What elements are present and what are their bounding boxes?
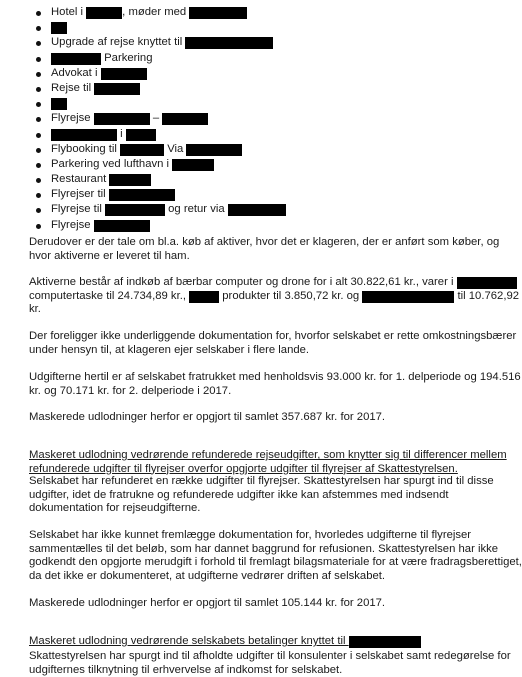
text-segment: Maskeret udlodning vedrørende selskabets betalinger knyttet til <box>29 635 349 647</box>
text-segment: godkendt den opgjorte merudgift i forhold til fremlagt bilagsmateriale for at være fradragsberettiget, <box>29 556 522 569</box>
paragraph <box>29 650 511 677</box>
bullet-item <box>34 6 504 21</box>
bullet-item <box>34 219 504 234</box>
text-segment: kr. <box>29 303 41 316</box>
text-segment: under hensyn til, at klageren ejer selskaber i flere lande. <box>29 343 310 356</box>
bullet-item <box>34 97 504 112</box>
paragraph <box>29 276 520 317</box>
paragraph <box>29 330 517 357</box>
paragraph <box>29 411 499 425</box>
text-segment: Udgifterne hertil er af selskabet fratrukket med henholdsvis 93.000 kr. for 1. delperiode og 194.516 <box>29 371 521 383</box>
text-segment: produkter til 3.850,72 kr. og <box>219 289 363 302</box>
bullet-item <box>34 188 504 203</box>
bullet-item <box>34 143 504 158</box>
paragraph <box>29 597 499 611</box>
bullet-item <box>34 21 504 36</box>
text-segment: Maskerede udlodninger herfor er opgjort til samlet 105.144 kr. for 2017. <box>29 597 386 609</box>
bullet-item <box>34 52 504 67</box>
text-line <box>29 597 499 611</box>
redaction-block <box>228 204 286 216</box>
text-line <box>29 475 499 489</box>
redaction-block <box>189 291 219 303</box>
text-line <box>29 236 499 250</box>
text-segment: Via <box>164 142 187 155</box>
redaction-block <box>51 98 67 110</box>
bullet-item <box>34 36 504 51</box>
section-heading <box>29 449 507 476</box>
text-segment: da det ikke er dokumenteret, at udgifterne vedrører driften af selskabet. <box>29 569 386 582</box>
redaction-block <box>362 291 454 303</box>
redaction-block <box>51 53 101 65</box>
redaction-block <box>185 37 273 49</box>
redaction-block <box>94 113 150 125</box>
text-line <box>29 303 499 317</box>
text-segment: Flyrejse <box>51 112 94 125</box>
bullet-item <box>34 203 504 218</box>
redaction-block <box>189 7 247 19</box>
redaction-block <box>162 113 208 125</box>
redaction-block <box>457 277 517 289</box>
text-segment: hvor aktiverne er leveret til ham. <box>29 249 190 262</box>
redaction-block <box>105 204 165 216</box>
redaction-block <box>101 68 147 80</box>
text-segment: dokumentation for rejseudgifterne. <box>29 502 201 515</box>
text-line <box>29 411 499 425</box>
redaction-block <box>51 22 67 34</box>
text-segment: Advokat i <box>51 66 101 79</box>
text-line <box>29 449 507 463</box>
text-segment: i <box>117 127 126 140</box>
bullet-item <box>34 158 504 173</box>
text-segment: Flybooking til <box>51 142 121 155</box>
text-segment: til 10.762,92 <box>454 289 520 302</box>
redaction-block <box>349 636 421 648</box>
text-segment: Hotel i <box>51 6 87 18</box>
paragraph <box>29 236 499 263</box>
text-segment: Flyrejser til <box>51 188 109 201</box>
text-segment: og retur via <box>164 203 228 216</box>
text-segment: Selskabet har refunderet en række udgifter til flyrejser. Skattestyrelsen har spurgt ind til disse <box>29 475 494 487</box>
text-line <box>29 570 499 584</box>
text-line <box>29 489 499 503</box>
text-line <box>29 664 499 677</box>
text-line <box>29 276 499 290</box>
text-line <box>29 556 522 570</box>
redaction-block <box>172 159 214 171</box>
text-segment: Aktiverne består af indkøb af bærbar computer og drone for i alt 30.822,61 kr., varer i <box>29 276 457 288</box>
text-segment: Selskabet har ikke kunnet fremlægge dokumentation for, hvorledes udgifterne til flyrejser <box>29 529 472 541</box>
text-line <box>29 543 499 557</box>
text-segment: Der foreligger ikke underliggende dokumentation for, hvorfor selskabet er rette omkostningsbærer <box>29 330 517 342</box>
expense-bullet-list <box>34 6 504 234</box>
redaction-block <box>94 83 140 95</box>
text-segment: Rejse til <box>51 81 95 94</box>
bullet-item <box>34 67 504 82</box>
redaction-block <box>126 129 156 141</box>
text-segment: refunderede udgifter til flyrejser overfor opgjorte udgifter til flyrejser af Skattestyrelsen. <box>29 462 458 475</box>
text-line <box>29 330 517 344</box>
bullet-item <box>34 173 504 188</box>
text-line <box>29 250 499 264</box>
text-line <box>29 289 520 304</box>
text-segment: Parkering <box>101 51 153 64</box>
text-line <box>29 344 499 358</box>
redaction-block <box>51 129 117 141</box>
text-line <box>29 650 511 664</box>
text-segment: Derudover er der tale om bl.a. køb af aktiver, hvor det er klageren, der er anført som køber, og <box>29 236 500 248</box>
text-segment: Flyrejse <box>51 218 94 231</box>
redaction-block <box>186 144 242 156</box>
text-line <box>29 635 499 649</box>
paragraph <box>29 475 499 516</box>
text-segment: Skattestyrelsen har spurgt ind til afholdte udgifter til konsulenter i selskabet samt redegørelse for <box>29 650 511 662</box>
paragraph <box>29 371 521 398</box>
text-line <box>29 502 499 516</box>
redaction-block <box>94 220 150 232</box>
paragraph <box>29 529 522 583</box>
text-segment: Maskerede udlodninger herfor er opgjort til samlet 357.687 kr. for 2017. <box>29 411 386 423</box>
text-line <box>29 529 499 543</box>
text-segment: – <box>149 112 163 125</box>
text-segment: udgifternes tilknytning til erhvervelse af indkomst for selskabet. <box>29 663 343 676</box>
text-segment: Upgrade af rejse knyttet til <box>51 36 186 49</box>
text-segment: Parkering ved lufthavn i <box>51 157 173 170</box>
section-heading <box>29 635 499 649</box>
text-segment: computertaske til 24.734,89 kr., <box>29 289 190 302</box>
text-segment: Maskeret udlodning vedrørende refunderede rejseudgifter, som knytter sig til differencer mellem <box>29 449 507 461</box>
text-segment: , møder med <box>122 6 190 18</box>
bullet-item <box>34 112 504 127</box>
text-segment: Flyrejse til <box>51 203 105 216</box>
text-segment: sammentælles til det beløb, som har dannet baggrund for refusionen. Skattestyrelsen har ikke <box>29 542 499 555</box>
text-segment: udgifter, idet de fratrukne og refunderede udgifter ikke kan afstemmes med indsendt <box>29 488 449 501</box>
text-segment: Restaurant <box>51 173 110 186</box>
text-segment: kr. og 70.171 kr. for 2. delperiode i 2017. <box>29 384 232 397</box>
text-line <box>29 385 499 399</box>
text-line <box>29 371 521 385</box>
redaction-block <box>109 189 175 201</box>
redaction-block <box>86 7 122 19</box>
bullet-item <box>34 82 504 97</box>
bullet-item <box>34 128 504 143</box>
redaction-block <box>109 174 151 186</box>
redaction-block <box>120 144 164 156</box>
